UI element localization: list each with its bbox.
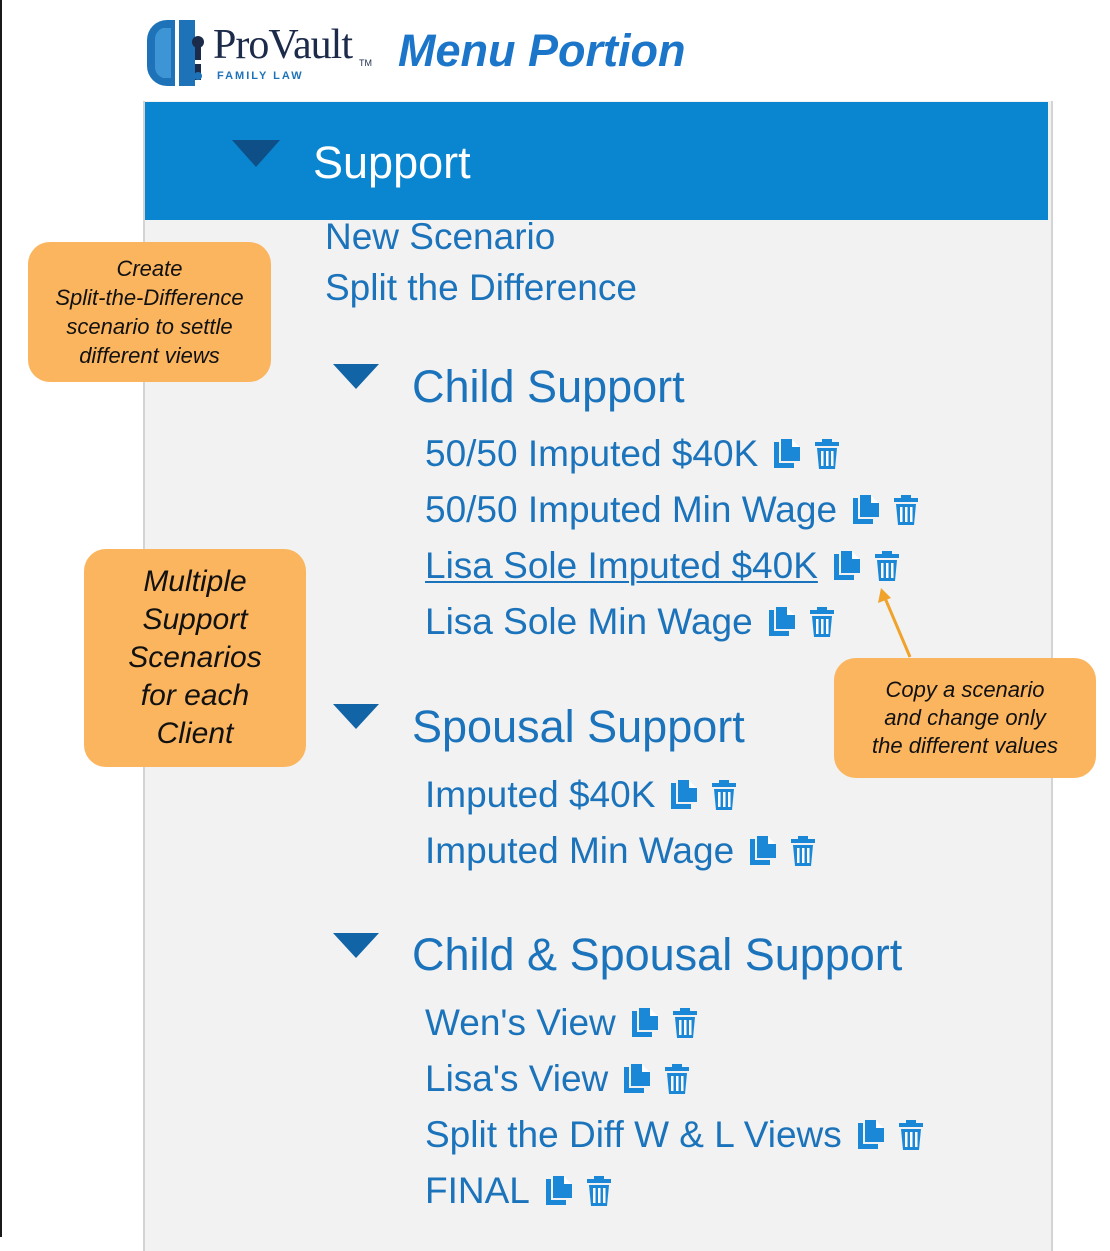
trash-icon[interactable] [662,1063,692,1095]
copy-icon[interactable] [630,1007,660,1039]
scenario-link-hovered[interactable]: Lisa Sole Imputed $40K [425,545,818,586]
callout-line: Client [156,717,234,750]
scenario-item [425,1058,692,1101]
scenario-item [425,1114,926,1157]
callout-copy-scenario [834,658,1096,778]
callout-line: Create [116,256,183,281]
callout-line: different views [79,343,220,368]
trash-icon[interactable] [872,550,902,582]
copy-icon[interactable] [772,438,802,470]
scenario-item [425,1170,614,1213]
callout-line: Scenarios [128,641,262,674]
callout-split-difference [28,242,271,382]
callout-line: the different values [872,733,1058,758]
scenario-item [425,1002,700,1045]
scenario-item [425,545,902,588]
vault-keyhole-icon [145,18,209,88]
callout-line: Split-the-Difference [55,285,244,310]
scenario-link[interactable]: Lisa Sole Min Wage [425,601,753,642]
support-menu-title[interactable]: Support [313,137,471,188]
split-the-difference-link[interactable]: Split the Difference [325,267,637,308]
callout-multiple-scenarios [84,549,306,767]
scenario-link[interactable]: FINAL [425,1170,530,1211]
logo-tagline: FAMILY LAW [217,70,304,82]
left-frame-line [0,0,2,1237]
scenario-link[interactable]: Imputed Min Wage [425,830,735,871]
copy-icon[interactable] [748,835,778,867]
logo-trademark: TM [359,58,372,68]
callout-line: Copy a scenario [885,677,1045,702]
callout-line: for each [140,679,250,712]
scenario-link[interactable]: Wen's View [425,1002,616,1043]
copy-icon[interactable] [544,1175,574,1207]
callout-line: and change only [884,705,1046,730]
scenario-item [425,601,837,644]
scenario-link[interactable]: 50/50 Imputed Min Wage [425,489,838,530]
trash-icon[interactable] [812,438,842,470]
scenario-item [425,433,842,476]
section-spousal-support[interactable]: Spousal Support [412,701,745,752]
provault-logo [145,18,380,88]
copy-icon[interactable] [767,606,797,638]
copy-icon[interactable] [622,1063,652,1095]
trash-icon[interactable] [709,779,739,811]
page-heading: Menu Portion [398,25,686,76]
trash-icon[interactable] [670,1007,700,1039]
copy-icon[interactable] [856,1119,886,1151]
copy-icon[interactable] [669,779,699,811]
scenario-item [425,489,921,532]
copy-icon[interactable] [851,494,881,526]
support-menu-header[interactable] [145,102,1048,220]
scenario-item [425,774,739,817]
trash-icon[interactable] [896,1119,926,1151]
child-spousal-support-caret-icon[interactable] [333,933,379,959]
trash-icon[interactable] [788,835,818,867]
collapse-caret-icon[interactable] [232,140,280,168]
section-child-support[interactable]: Child Support [412,361,685,412]
scenario-link[interactable]: Imputed $40K [425,774,656,815]
scenario-link[interactable]: Lisa's View [425,1058,609,1099]
trash-icon[interactable] [584,1175,614,1207]
child-support-caret-icon[interactable] [333,364,379,390]
new-scenario-link[interactable]: New Scenario [325,216,556,257]
trash-icon[interactable] [807,606,837,638]
section-child-spousal-support[interactable]: Child & Spousal Support [412,929,903,980]
scenario-item [425,830,818,873]
callout-line: scenario to settle [66,314,233,339]
scenario-link[interactable]: Split the Diff W & L Views [425,1114,842,1155]
copy-icon[interactable] [832,550,862,582]
logo-wordmark: ProVault [213,22,352,68]
callout-line: Support [142,603,248,636]
scenario-link[interactable]: 50/50 Imputed $40K [425,433,759,474]
callout-line: Multiple [143,565,247,598]
trash-icon[interactable] [891,494,921,526]
spousal-support-caret-icon[interactable] [333,704,379,730]
